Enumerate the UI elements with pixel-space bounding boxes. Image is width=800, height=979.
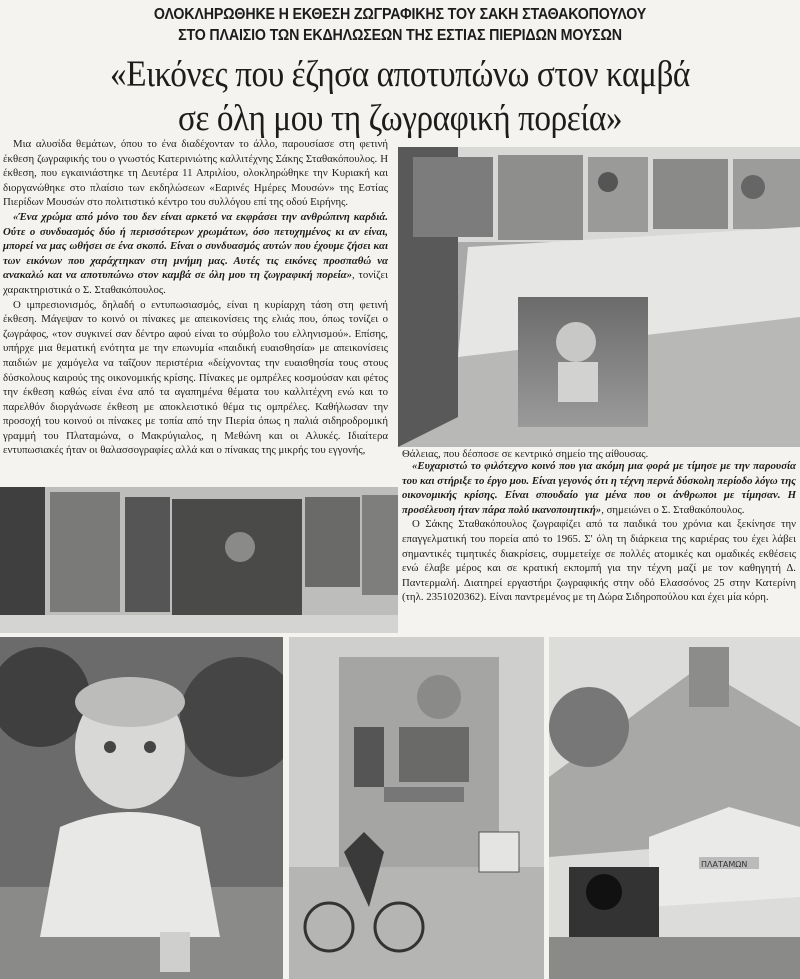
headline-line-1: «Εικόνες που έζησα αποτυπώνω στον καμβά [110, 54, 690, 95]
photo-caption-continuation: Θάλειας, που δέσποσε σε κεντρικό σημείο της αίθουσας. [402, 448, 649, 460]
artist-quote-2: «Ευχαριστώ το φιλότεχνο κοινό που για ακόμη μια φορά με τίμησε με την παρουσία του και στήριξε το έργο μου. Είναι γεγονός ότι η τέχνη περνά δύσκολη περίοδο λόγω της οικονομικής κρίσης. Είναι σπουδαίο για μένα που οι άνθρωποι με τίμησαν. Η προσέλευση ήταν πάρα πολύ ικανοποιητική» [402, 460, 796, 516]
building-bicycle-painting [289, 637, 544, 979]
article-paragraph-3: Ο ιμπρεσιονισμός, δηλαδή ο εντυπωσιασμός, είναι η κυρίαρχη τάση στη φετινή έκθεση. Μάγεψαν το κοινό οι πίνακες με απεικονίσεις της ελιάς που, όπως τονίζει ο ζωγράφος, «τον συγκινεί σαν δέντρο αφού είναι το σύμβολο του ελληνισμού». Επίσης, υπήρχε μια θεματική ενότητα με την επωνυμία «παιδική ευαισθησία» με απεικονίσεις παιδιών με χαμόγελα να ταΐζουν περιστέρια «δείχνοντας την ευαισθησία τους στους δύσκολους καιρούς της οικονομικής κρίσης. Πίνακες με ομπρέλες κοσμούσαν και φέτος την έκθεση καθώς είναι ένα από τα αγαπημένα θέματα του καλλιτέχνη ενώ και το παρελθόν διοργάνωσε έκθεση με αποκλειστικό θέμα τις ομπρέλες. Καθήλωσαν την προσοχή του κοινού οι πίνακες με τοπία από την Πιερία όπως η παλιά σιδηροδρομική γραμμή του Πλαταμώνα, ο Μακρύγιαλος, η Μεθώνη και οι Αλυκές. Ιδιαίτερα εντυπωσιακές ήταν οι θαλασσογραφίες αλλά και ο πίνακας της μικρής του εγγονής, [3, 298, 388, 457]
article-paragraph-2 [3, 210, 388, 298]
exhibition-hall-photo [398, 147, 800, 447]
headline-line-2: σε όλη μου τη ζωγραφική πορεία» [177, 98, 623, 139]
quote-attribution-2: , σημειώνει ο Σ. Σταθακόπουλος. [601, 503, 745, 516]
paintings-display-photo [0, 487, 398, 633]
article-paragraph-4 [402, 459, 796, 517]
kicker-line-1: ΟΛΟΚΛΗΡΩΘΗΚΕ Η ΕΚΘΕΣΗ ΖΩΓΡΑΦΙΚΗΣ ΤΟΥ ΣΑΚΗ ΣΤΑΘΑΚΟΠΟΥΛΟΥ [153, 6, 647, 23]
artist-quote-1: «Ένα χρώμα από μόνο του δεν είναι αρκετό να εκφράσει την ανθρώπινη καρδιά. Ούτε ο συνδυασμός δύο ή περισσότερων χρωμάτων, όσο πετυχημένος κι αν είναι, μπορεί να μας ωθήσει σε ένα σκοπό. Είναι ο συνδυασμός αυτών που έχουμε ζήσει και των εικόνων που χαράχτηκαν στη μνήμη μας. Αυτές τις εικόνες προσπαθώ να ανακαλώ και να αποτυπώνω στον καμβά σε όλη μου τη ζωγραφική πορεία» [3, 210, 388, 282]
article-right-column [402, 459, 796, 605]
article-paragraph-5: Ο Σάκης Σταθακόπουλος ζωγραφίζει από τα παιδικά του χρόνια και ξεκίνησε την επαγγελματική του πορεία από το 1965. Σ' όλη τη διάρκεια της καριέρας του έχει λάβει σημαντικές τιμητικές διακρίσεις, συμμετείχε σε πολλές ατομικές και ομαδικές εκθέσεις ενώ έλαβε μέρος και σε κρατική εκπομπή για την τέχνη μαζί με τον καθηγητή Δ. Παντερμαλή. Διατηρεί εργαστήρι ζωγραφικής στην οδό Ελασσόνος 25 στην Κατερίνη (τηλ. 2351020362). Είναι παντρεμένος με τη Δώρα Σιδηροπούλου και έχει μία κόρη. [402, 518, 796, 604]
train-station-painting [549, 637, 800, 979]
article-paragraph-1: Μια αλυσίδα θεμάτων, όπου το ένα διαδέχονταν το άλλο, παρουσίασε στη φετινή έκθεση ζωγραφικής του ο γνωστός Κατερινιώτης καλλιτέχνης Σάκης Σταθακόπουλος. Η έκθεση, που εγκαινιάστηκε τη Δευτέρα 11 Απριλίου, ολοκληρώθηκε την Κυριακή και διοργανώθηκε στο πλαίσιο των εκδηλώσεων «Εαρινές Ημέρες Μουσών» της Εστίας Πιερίδων Μουσών στο πολιτιστικό κέντρο του συλλόγου επί της οδού Ειρήνης. [3, 138, 388, 209]
quote-attribution-1: , τονίζει χαρακτηριστικά ο Σ. Σταθακόπουλος. [3, 269, 388, 296]
article-left-column [3, 137, 388, 458]
kicker-line-2: ΣΤΟ ΠΛΑΙΣΙΟ ΤΩΝ ΕΚΔΗΛΩΣΕΩΝ ΤΗΣ ΕΣΤΙΑΣ ΠΙΕΡΙΔΩΝ ΜΟΥΣΩΝ [178, 27, 622, 44]
station-sign: ΠΛΑΤΑΜΩΝ [701, 860, 748, 869]
child-portrait-painting [0, 637, 283, 979]
